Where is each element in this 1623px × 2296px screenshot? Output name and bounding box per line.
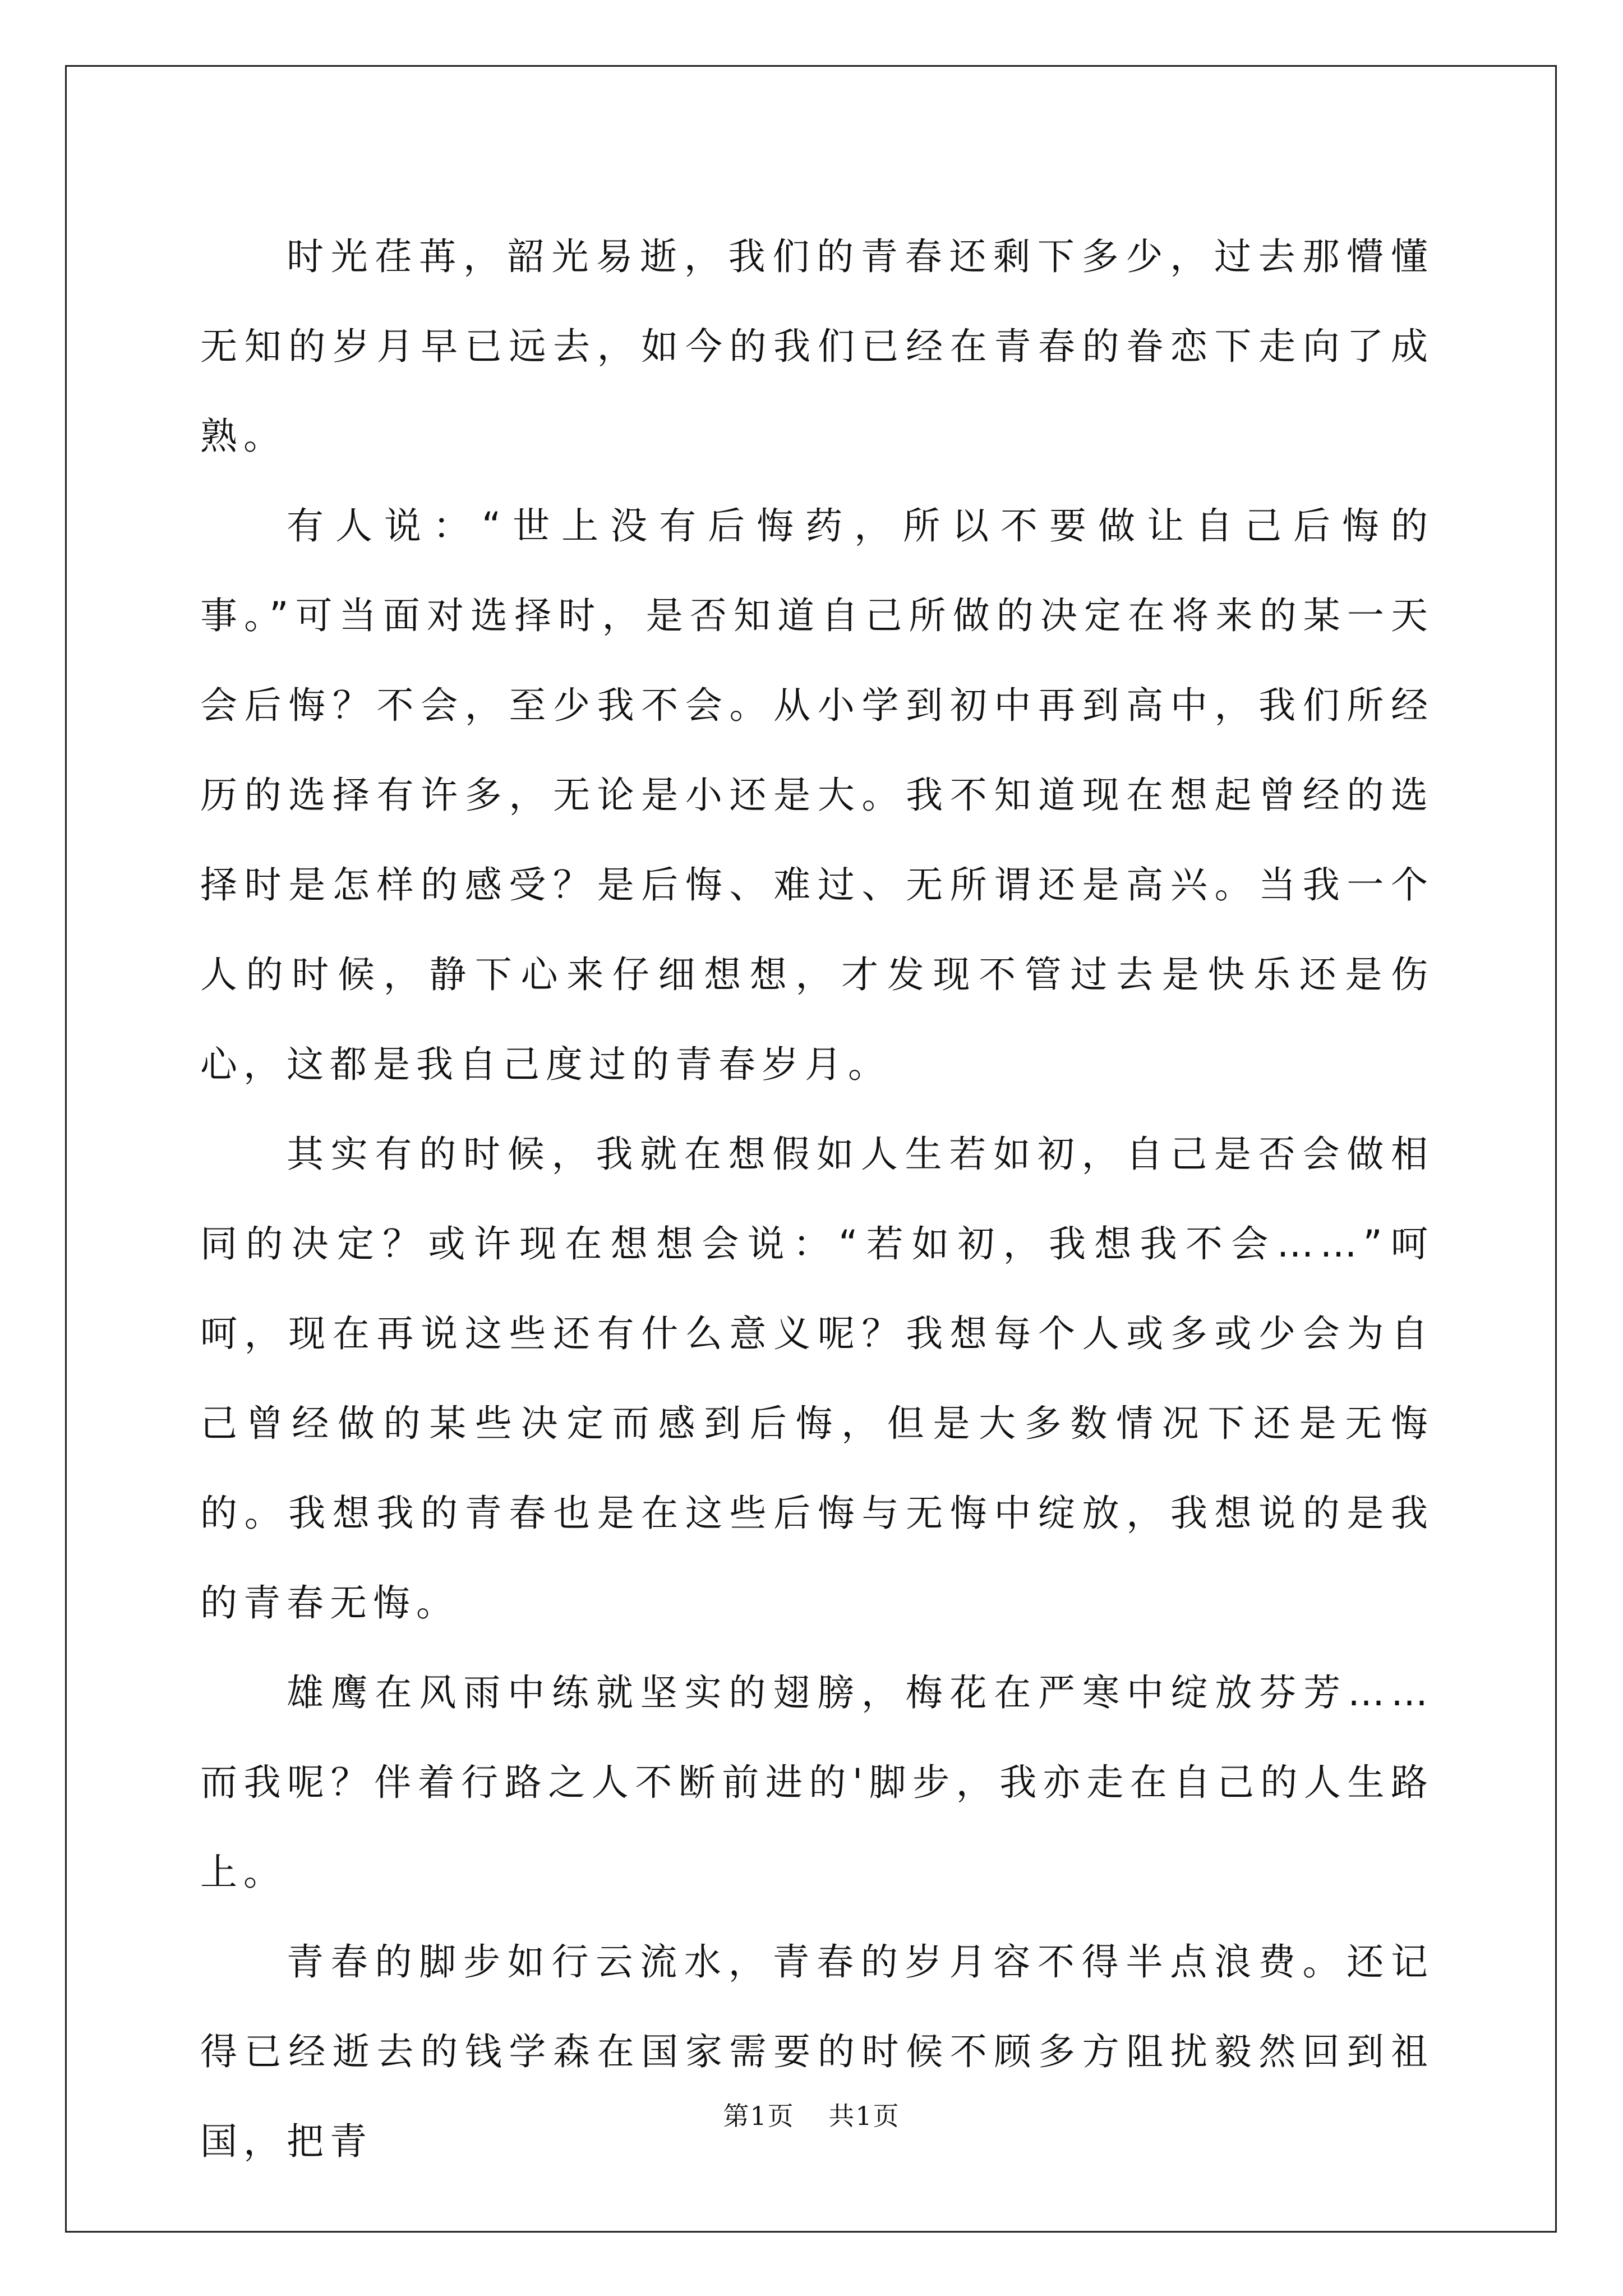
paragraph-3: 其实有的时候，我就在想假如人生若如初，自己是否会做相同的决定？或许现在想想会说：“若如初，我想我不会……”呵呵，现在再说这些还有什么意义呢？我想每个人或多或少会为自己曾经做的某些决定而感到后悔，但是大多数情况下还是无悔的。我想我的青春也是在这些后悔与无悔中绽放，我想说的是我的青春无悔。 <box>200 1133 1434 1625</box>
page-footer <box>0 2096 1623 2133</box>
paragraph-2: 有人说：“世上没有后悔药，所以不要做让自己后悔的事。”可当面对选择时，是否知道自己所做的决定在将来的某一天会后悔？不会，至少我不会。从小学到初中再到高中，我们所经历的选择有许多，无论是小还是大。我不知道现在想起曾经的选择时是怎样的感受？是后悔、难过、无所谓还是高兴。当我一个人的时候，静下心来仔细想想，才发现不管过去是快乐还是伤心，这都是我自己度过的青春岁月。 <box>200 504 1434 1086</box>
paragraph-4: 雄鹰在风雨中练就坚实的翅膀，梅花在严寒中绽放芬芳……而我呢？伴着行路之人不断前进的'脚步，我亦走在自己的人生路上。 <box>200 1671 1434 1894</box>
page-total: 共1页 <box>828 2101 900 2131</box>
page-number: 第1页 <box>723 2101 795 2131</box>
document-body <box>200 212 1434 2187</box>
paragraph-1: 时光荏苒，韶光易逝，我们的青春还剩下多少，过去那懵懂无知的岁月早已远去，如今的我们已经在青春的眷恋下走向了成熟。 <box>200 235 1434 458</box>
paragraph-5: 青春的脚步如行云流水，青春的岁月容不得半点浪费。还记得已经逝去的钱学森在国家需要的时候不顾多方阻扰毅然回到祖国，把青 <box>200 1940 1434 2163</box>
